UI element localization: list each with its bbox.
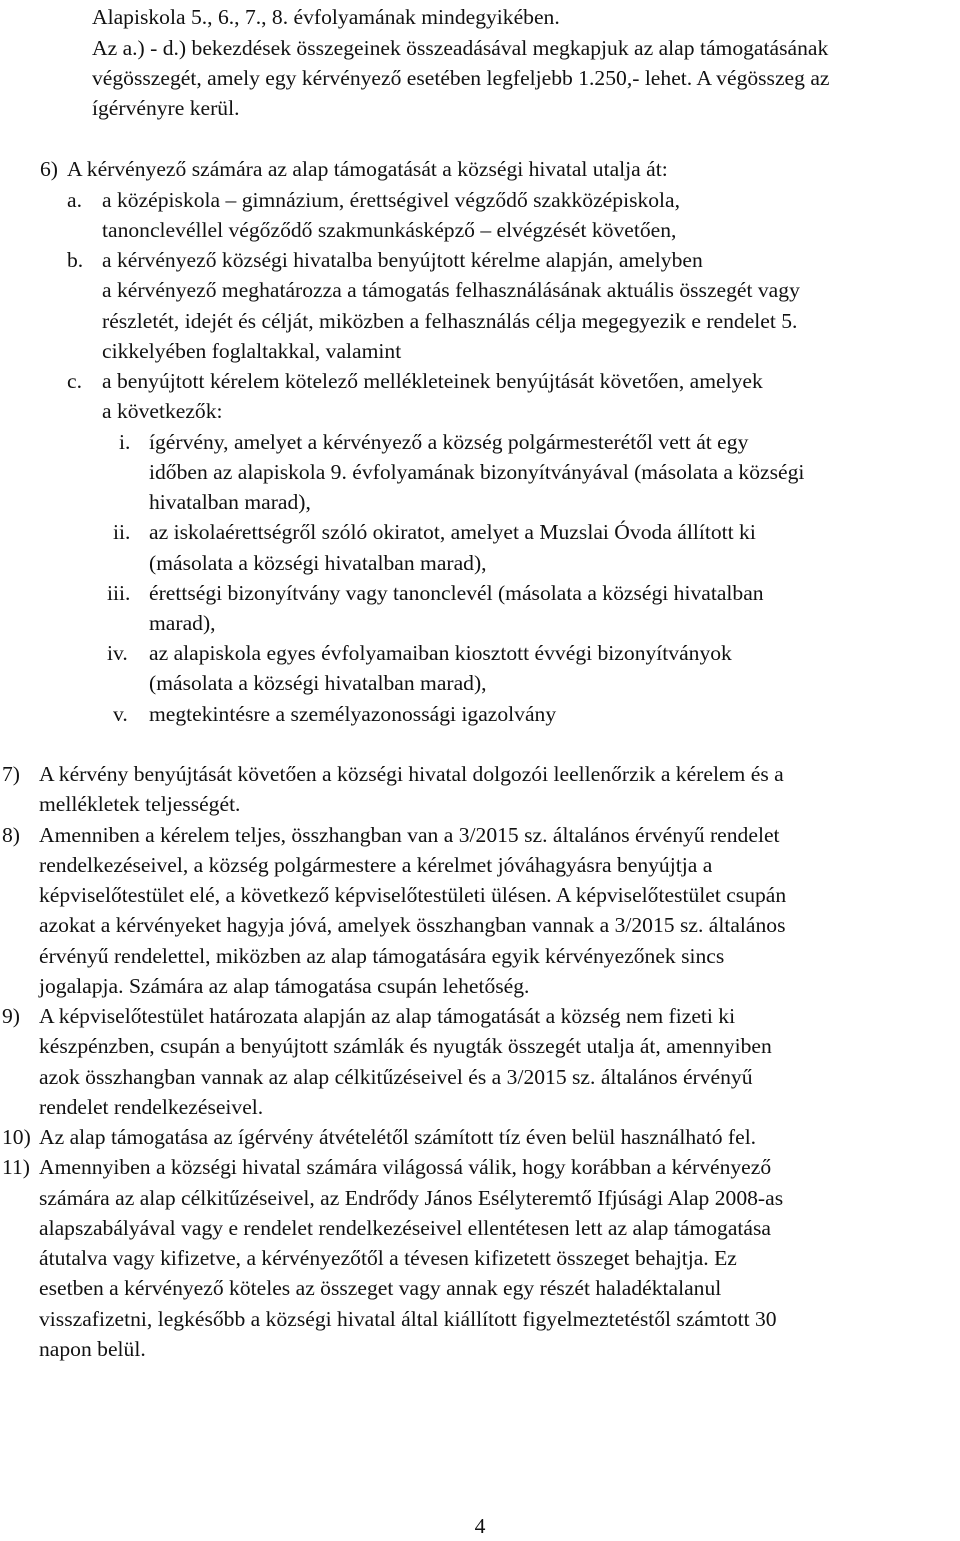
item-text-line: készpénzben, csupán a benyújtott számlák és nyugták összegét utalja át, amennyiben xyxy=(39,1034,772,1058)
item-text-line: rendelet rendelkezéseivel. xyxy=(39,1095,264,1119)
subitem-letter: c. xyxy=(67,369,82,393)
roman-numeral: v. xyxy=(113,702,128,726)
roman-item-line: marad), xyxy=(149,611,216,635)
roman-item-line: ígérvény, amelyet a kérvényező a község polgármesterétől vett át egy xyxy=(149,430,749,454)
roman-item-line: az iskolaérettségről szóló okiratot, amelyet a Muzslai Óvoda állított ki xyxy=(149,520,756,544)
subitem-text-line: cikkelyében foglaltakkal, valamint xyxy=(102,339,402,363)
item-number: 11) xyxy=(2,1155,30,1179)
intro-paragraph-line: Az a.) - d.) bekezdések összegeinek összeadásával megkapjuk az alap támogatásának xyxy=(92,36,829,60)
item-text-line: mellékletek teljességét. xyxy=(39,792,241,816)
roman-item-line: az alapiskola egyes évfolyamaiban kiosztott évvégi bizonyítványok xyxy=(149,641,732,665)
subitem-text-line: a középiskola – gimnázium, érettségivel végződő szakközépiskola, xyxy=(102,188,681,212)
item-text-line: A képviselőtestület határozata alapján az alap támogatását a község nem fizeti ki xyxy=(39,1004,736,1028)
item-text-line: A kérvényező számára az alap támogatását a községi hivatal utalja át: xyxy=(67,157,668,181)
item-text-line: jogalapja. Számára az alap támogatása csupán lehetőség. xyxy=(39,974,530,998)
item-text-line: napon belül. xyxy=(39,1337,146,1361)
item-number: 6) xyxy=(40,157,58,181)
item-text-line: alapszabályával vagy e rendelet rendelkezéseivel ellentétesen lett az alap támogatása xyxy=(39,1216,771,1240)
subitem-text-line: a benyújtott kérelem kötelező mellékleteinek benyújtását követően, amelyek xyxy=(102,369,763,393)
item-text-line: Az alap támogatása az ígérvény átvételétől számított tíz éven belül használható fel. xyxy=(39,1125,757,1149)
item-text-line: esetben a kérvényező köteles az összeget vagy annak egy részét haladéktalanul xyxy=(39,1276,722,1300)
subitem-text-line: a kérvényező községi hivatalba benyújtott kérelme alapján, amelyben xyxy=(102,248,703,272)
roman-numeral: iv. xyxy=(107,641,128,665)
roman-item-line: hivatalban marad), xyxy=(149,490,311,514)
item-text-line: képviselőtestület elé, a következő képviselőtestületi ülésen. A képviselőtestület csupán xyxy=(39,883,787,907)
item-text-line: visszafizetni, legkésőbb a községi hivatal által kiállított figyelmeztetéstől számtott 30 xyxy=(39,1307,777,1331)
subitem-text-line: a következők: xyxy=(102,399,223,423)
roman-numeral: iii. xyxy=(107,581,131,605)
roman-numeral: i. xyxy=(119,430,131,454)
item-text-line: Amenniben a kérelem teljes, összhangban van a 3/2015 sz. általános érvényű rendelet xyxy=(39,823,780,847)
subitem-letter: b. xyxy=(67,248,84,272)
roman-item-line: megtekintésre a személyazonossági igazolvány xyxy=(149,702,557,726)
item-text-line: számára az alap célkitűzéseivel, az Endrődy János Esélyteremtő Ifjúsági Alap 2008-as xyxy=(39,1186,784,1210)
item-text-line: rendelkezéseivel, a község polgármestere a kérelmet jóváhagyásra benyújtja a xyxy=(39,853,713,877)
item-number: 10) xyxy=(2,1125,31,1149)
subitem-text-line: részletét, idejét és célját, miközben a felhasználás célja megegyezik e rendelet 5. xyxy=(102,309,798,333)
intro-line: Alapiskola 5., 6., 7., 8. évfolyamának mindegyikében. xyxy=(92,5,560,29)
item-number: 7) xyxy=(2,762,20,786)
page-number: 4 xyxy=(474,1514,486,1538)
subitem-text-line: a kérvényező meghatározza a támogatás felhasználásának aktuális összegét vagy xyxy=(102,278,800,302)
roman-numeral: ii. xyxy=(113,520,131,544)
item-number: 9) xyxy=(2,1004,20,1028)
intro-paragraph-line: ígérvényre kerül. xyxy=(92,96,240,120)
item-number: 8) xyxy=(2,823,20,847)
roman-item-line: érettségi bizonyítvány vagy tanonclevél (másolata a községi hivatalban xyxy=(149,581,764,605)
roman-item-line: (másolata a községi hivatalban marad), xyxy=(149,551,487,575)
item-text-line: azok összhangban vannak az alap célkitűzéseivel és a 3/2015 sz. általános érvényű xyxy=(39,1065,753,1089)
item-text-line: azokat a kérvényeket hagyja jóvá, amelyek összhangban vannak a 3/2015 sz. általános xyxy=(39,913,786,937)
roman-item-line: időben az alapiskola 9. évfolyamának bizonyítványával (másolata a községi xyxy=(149,460,805,484)
item-text-line: érvényű rendelettel, miközben az alap támogatására egyik kérvényezőnek sincs xyxy=(39,944,725,968)
item-text-line: Amennyiben a községi hivatal számára világossá válik, hogy korábban a kérvényező xyxy=(39,1155,772,1179)
roman-item-line: (másolata a községi hivatalban marad), xyxy=(149,671,487,695)
item-text-line: átutalva vagy kifizetve, a kérvényezőtől a tévesen kifizetett összeget behajtja. Ez xyxy=(39,1246,737,1270)
intro-paragraph-line: végösszegét, amely egy kérvényező esetében legfeljebb 1.250,- lehet. A végösszeg az xyxy=(92,66,830,90)
subitem-text-line: tanonclevéllel végőződő szakmunkásképző – elvégzését követően, xyxy=(102,218,677,242)
subitem-letter: a. xyxy=(67,188,82,212)
item-text-line: A kérvény benyújtását követően a községi hivatal dolgozói leellenőrzik a kérelem és a xyxy=(39,762,784,786)
